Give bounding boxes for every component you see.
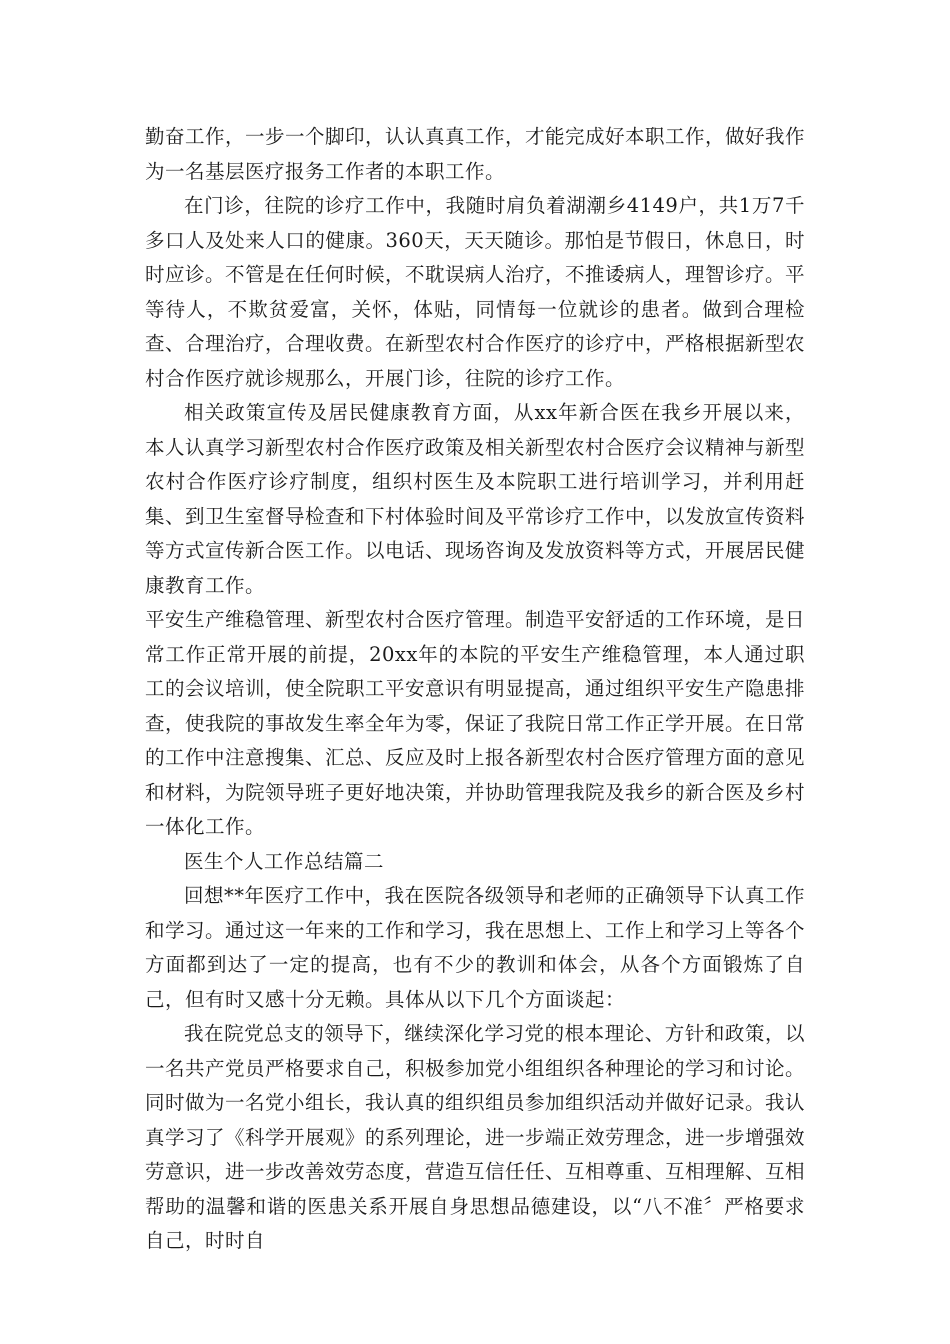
paragraph-intro: 勤奋工作，一步一个脚印，认认真真工作，才能完成好本职工作，做好我作为一名基层医疗报务工作者的本职工作。 — [145, 125, 806, 183]
paragraph-party: 我在院党总支的领导下，继续深化学习党的根本理论、方针和政策，以一名共产党员严格要求自己，积极参加党小组组织各种理论的学习和讨论。同时做为一名党小组长，我认真的组织组员参加组织活动并做好记录。我认真学习了《科学开展观》的系列理论，进一步端正效劳理念，进一步增强效劳意识，进一步改善效劳态度，营造互信任任、互相尊重、互相理解、互相帮助的温馨和谐的医患关系开展自身思想品德建设，以“八不准〞严格要求自己，时时自 — [145, 1022, 806, 1252]
paragraph-safety: 平安生产维稳管理、新型农村合医疗管理。制造平安舒适的工作环境，是日常工作正常开展的前提，20xx年的本院的平安生产维稳管理，本人通过职工的会议培训，使全院职工平安意识有明显提高，通过组织平安生产隐患排查，使我院的事故发生率全年为零，保证了我院日常工作正学开展。在日常的工作中注意搜集、汇总、反应及时上报各新型农村合医疗管理方面的意见和材料，为院领导班子更好地决策，并协助管理我院及我乡的新合医及乡村一体化工作。 — [145, 608, 806, 838]
section-heading: 医生个人工作总结篇二 — [184, 849, 385, 873]
paragraph-policy: 相关政策宣传及居民健康教育方面，从xx年新合医在我乡开展以来，本人认真学习新型农村合作医疗政策及相关新型农村合医疗会议精神与新型农村合作医疗诊疗制度，组织村医生及本院职工进行培训学习，并利用赶集、到卫生室督导检查和下村体验时间及平常诊疗工作中，以发放宣传资料等方式宣传新合医工作。以电话、现场咨询及发放资料等方式，开展居民健康教育工作。 — [145, 401, 806, 597]
paragraph-outpatient: 在门诊，往院的诊疗工作中，我随时肩负着湖潮乡4149户，共1万7千多口人及处来人口的健康。360天，天天随诊。那怕是节假日，休息日，时时应诊。不管是在任何时候，不耽误病人治疗，不推诿病人，理智诊疗。平等待人，不欺贫爱富，关怀，体贴，同情每一位就诊的患者。做到合理检查、合理治疗，合理收费。在新型农村合作医疗的诊疗中，严格根据新型农村合作医疗就诊规那么，开展门诊，往院的诊疗工作。 — [145, 194, 806, 390]
document-page — [145, 120, 805, 1259]
paragraph-review: 回想**年医疗工作中，我在医院各级领导和老师的正确领导下认真工作和学习。通过这一年来的工作和学习，我在思想上、工作上和学习上等各个方面都到达了一定的提高，也有不少的教训和体会，从各个方面锻炼了自己，但有时又感十分无赖。具体从以下几个方面谈起： — [145, 884, 806, 1011]
